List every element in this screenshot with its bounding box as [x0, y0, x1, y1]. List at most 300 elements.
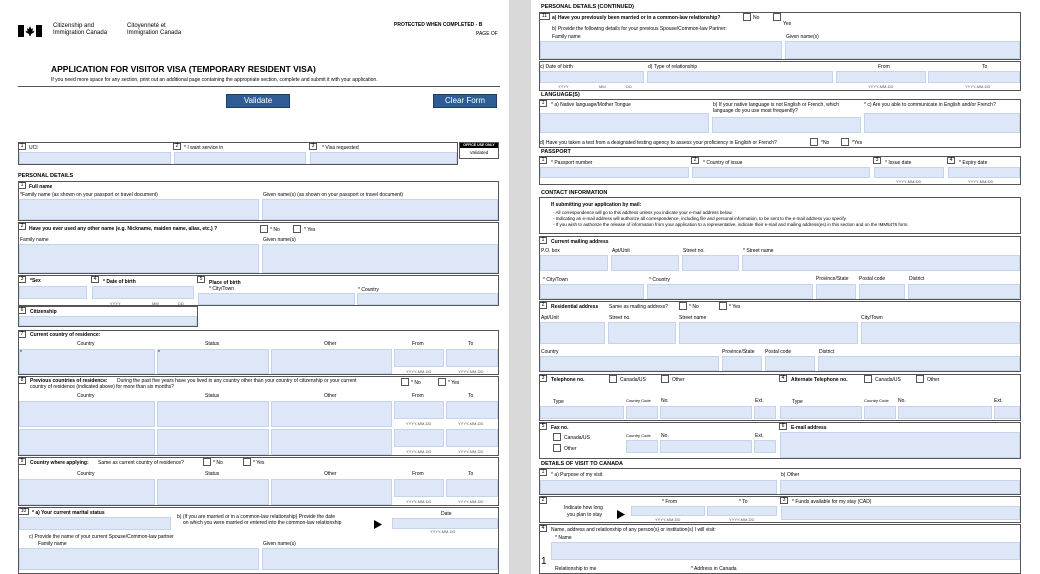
res-province-field[interactable]: [722, 356, 762, 371]
visa-select[interactable]: [310, 152, 457, 164]
date-format-hint: MM: [599, 84, 606, 89]
sex-select[interactable]: [19, 286, 87, 299]
page-of-label: PAGE OF: [476, 31, 498, 37]
item-number: 1: [539, 100, 547, 107]
field-label: To: [982, 64, 988, 70]
citizenship-field[interactable]: [19, 316, 197, 326]
form-page-1: [0, 0, 509, 574]
field-label: P.O. box: [541, 248, 560, 254]
personal-continued-heading: PERSONAL DETAILS (CONTINUED): [541, 4, 634, 10]
field-label: Country Code: [864, 398, 889, 403]
alt-tel-country-code-field[interactable]: [864, 406, 896, 419]
date-format-hint: YYYY-MM-DD: [655, 517, 681, 522]
passport-number-field[interactable]: [540, 167, 689, 178]
applying-status-field[interactable]: [157, 479, 269, 505]
field-label: Ext.: [755, 433, 764, 439]
tel-country-code-field[interactable]: [626, 406, 658, 419]
date-format-hint: YYYY-MM-DD: [458, 449, 484, 454]
field-label: * Country of issue: [703, 160, 743, 166]
field-label: Other: [324, 471, 337, 477]
family-name-field[interactable]: [19, 199, 259, 220]
visit-purpose-select[interactable]: [540, 480, 777, 494]
field-label: Apt/Unit: [612, 248, 630, 254]
visit-person-name-field[interactable]: [551, 542, 1020, 560]
field-label: - If you wish to authorize the release of information from your application to a representative, indicate their e-mail and mailing address(es) in this section and on the IMM5476 form.: [553, 222, 909, 227]
other-name-yes-label: * Yes: [304, 227, 316, 233]
date-format-hint: YYYY-MM-DD: [458, 421, 484, 426]
applying-from-field[interactable]: [394, 479, 444, 497]
current-from-field[interactable]: [394, 349, 444, 367]
item-number: 2: [691, 157, 699, 164]
prev-spouse-given-field[interactable]: [785, 41, 1020, 59]
field-label: Country: [77, 341, 95, 347]
mail-country-select[interactable]: [647, 284, 813, 299]
field-label: City/Town: [861, 315, 883, 321]
field-label: Postal code: [765, 349, 792, 355]
field-label: * Passport number: [551, 160, 593, 166]
mail-city-field[interactable]: [540, 284, 644, 299]
family-name-label: *Family name (as shown on your passport or travel document): [20, 192, 158, 198]
prev-countries-label: Previous countries of residence:: [30, 378, 108, 384]
field-label: No.: [661, 398, 669, 404]
test-yes-checkbox[interactable]: [841, 138, 849, 146]
communicate-label: * c) Are you able to communicate in English and/or French?: [864, 102, 996, 108]
field-label: District: [909, 276, 925, 282]
date-format-hint: YYYY: [110, 301, 121, 306]
visit-other-field[interactable]: [780, 480, 1020, 494]
email-field[interactable]: [780, 432, 1020, 458]
prev-countries-yes-checkbox[interactable]: [438, 378, 446, 386]
issue-date-field[interactable]: [874, 167, 944, 178]
country-issue-select[interactable]: [692, 167, 870, 178]
arrow-right-icon: [374, 516, 382, 525]
field-label: Street name: [679, 315, 707, 321]
res-apt-field[interactable]: [540, 322, 605, 344]
other-family-name-field[interactable]: [19, 244, 259, 273]
field-label: Canada/US: [620, 377, 646, 383]
field-label: * Funds available for my stay (CAD): [792, 499, 872, 505]
field-label: To: [468, 471, 474, 477]
field-label: *No: [821, 140, 830, 146]
field-label: Apt/Unit: [541, 315, 559, 321]
field-label: * Country: [649, 277, 670, 283]
freq-lang-field[interactable]: [712, 117, 861, 133]
pob-country-label: * Country: [358, 287, 379, 293]
prev-other-2-field[interactable]: [271, 429, 392, 455]
date-format-hint: YYYY-MM-DD: [406, 421, 432, 426]
person-row-number: 1: [541, 556, 547, 567]
other-name-no-checkbox[interactable]: [260, 225, 268, 233]
prev-married-yes-checkbox[interactable]: [773, 13, 781, 21]
prev-from-2-field[interactable]: [394, 429, 444, 447]
applying-no-checkbox[interactable]: [203, 458, 211, 466]
prev-married-label: a) Have you previously been married or in a common-law relationship?: [552, 15, 721, 21]
given-name-field[interactable]: [262, 199, 498, 220]
alt-tel-other-checkbox[interactable]: [916, 375, 924, 383]
fax-number-field[interactable]: [660, 440, 752, 453]
tel-ext-field[interactable]: [754, 406, 776, 419]
persons-label: Name, address and relationship of any person(s) or institution(s) I will visit:: [551, 527, 716, 533]
applying-other-field[interactable]: [271, 479, 392, 505]
fax-other-checkbox[interactable]: [553, 444, 561, 452]
passport-heading: PASSPORT: [541, 149, 571, 155]
pob-label: Place of birth: [209, 280, 241, 286]
prev-to-1-field[interactable]: [446, 401, 498, 419]
uci-label: UCI: [29, 145, 38, 151]
native-lang-field[interactable]: [540, 113, 709, 133]
tel-type-select[interactable]: [540, 406, 624, 419]
field-label: Street no.: [609, 315, 631, 321]
field-label: Other: [324, 393, 337, 399]
field-label: Canada/US: [564, 435, 590, 441]
field-label: * Yes: [448, 380, 460, 386]
dept-fr-line2: Immigration Canada: [127, 30, 182, 36]
alt-tel-type-select[interactable]: [780, 406, 862, 419]
item-number: 11: [539, 13, 550, 20]
res-street-name-field[interactable]: [679, 322, 858, 344]
citizenship-label: Citizenship: [30, 309, 57, 315]
field-label: To: [468, 341, 474, 347]
field-label: * Issue date: [885, 160, 912, 166]
prev-dob-label: c) Date of birth: [540, 64, 573, 70]
divider: [18, 86, 500, 87]
validate-button[interactable]: Validate: [226, 94, 290, 108]
mail-street-no-field[interactable]: [682, 255, 739, 271]
fax-label: Fax no.: [551, 425, 569, 431]
fax-canada-checkbox[interactable]: [553, 433, 561, 441]
tel-canada-checkbox[interactable]: [609, 375, 617, 383]
prev-countries-no-checkbox[interactable]: [401, 378, 409, 386]
item-number: 1: [18, 143, 26, 150]
tel-other-checkbox[interactable]: [661, 375, 669, 383]
field-label: * To: [739, 499, 748, 505]
mail-pobox-field[interactable]: [540, 255, 608, 271]
field-label: From: [412, 393, 424, 399]
field-label: Canada/US: [875, 377, 901, 383]
field-label: No: [753, 15, 760, 21]
marital-date-desc: b) (If you are married or in a common-law relationship) Provide the date: [177, 514, 336, 520]
applying-country-field[interactable]: [19, 479, 155, 505]
other-given-name-label: Given name(s): [263, 237, 296, 243]
field-label: * Address in Canada: [691, 566, 737, 572]
item-number: 3: [309, 143, 317, 150]
service-select[interactable]: [174, 152, 306, 164]
country-applying-label: Country where applying:: [30, 460, 89, 466]
fax-country-code-field[interactable]: [626, 440, 658, 453]
field-label: - Indicating an e-mail address will authorize all correspondence, including file and personal information, to be sent to the e-mail address you specify: [553, 216, 846, 221]
protected-label: PROTECTED WHEN COMPLETED - B: [394, 22, 483, 28]
date-format-hint: YYYY-MM-DD: [406, 499, 432, 504]
validated-label: Validated: [469, 150, 489, 155]
date-format-hint: YYYY-MM-DD: [406, 449, 432, 454]
field-label: * Yes: [253, 460, 265, 466]
form-subtitle: If you need more space for any section, print out an additional page containing the appropriate section, complete and submit it with your application.: [51, 77, 378, 83]
item-number: 2: [173, 143, 181, 150]
date-format-hint: YYYY-MM-DD: [896, 179, 922, 184]
current-status-field[interactable]: [157, 349, 269, 374]
field-label: Province/State: [722, 349, 755, 355]
alt-tel-ext-field[interactable]: [994, 406, 1020, 419]
item-number: 4: [539, 525, 547, 532]
res-district-field[interactable]: [818, 356, 1020, 371]
field-label: * Yes: [729, 304, 741, 310]
field-label: Postal code: [859, 276, 886, 282]
field-label: Given name(s): [786, 34, 819, 40]
field-label: Same as mailing address?: [609, 304, 668, 310]
item-number: 6: [779, 423, 787, 430]
item-number: 1: [539, 469, 547, 476]
sex-label: *Sex: [30, 278, 41, 284]
dob-field[interactable]: [92, 286, 194, 299]
dob-label: * Date of birth: [103, 279, 136, 285]
provide-details-label: b) Provide the following details for your previous Spouse/Common-law Partner:: [552, 26, 727, 32]
field-label: Country: [541, 349, 559, 355]
stay-from-field[interactable]: [631, 506, 705, 516]
current-to-field[interactable]: [446, 349, 498, 367]
field-label: Ext.: [994, 398, 1003, 404]
item-number: 3: [780, 497, 788, 504]
other-family-name-label: Family name: [20, 237, 49, 243]
date-format-hint: YYYY-MM-DD: [868, 84, 894, 89]
field-label: Relationship to me: [555, 566, 597, 572]
prev-to-2-field[interactable]: [446, 429, 498, 447]
residential-yes-checkbox[interactable]: [719, 302, 727, 310]
item-number: 1: [539, 237, 547, 244]
field-label: - All correspondence will go to this address unless you indicate your e-mail address below.: [553, 210, 733, 215]
date-format-hint: YYYY-MM-DD: [968, 179, 994, 184]
field-label: * No: [689, 304, 699, 310]
field-label: * No: [213, 460, 223, 466]
marital-date-field[interactable]: [392, 518, 498, 529]
field-label: * Name: [555, 535, 572, 541]
item-number: 1: [539, 157, 547, 164]
mail-district-field[interactable]: [908, 284, 1020, 299]
pob-country-field[interactable]: [357, 293, 498, 305]
pob-city-field[interactable]: [198, 293, 355, 305]
dept-fr-line1: Citoyenneté et: [127, 23, 166, 29]
test-label: d) Have you taken a test from a designated testing agency to assess your proficiency in English or French?: [540, 140, 777, 146]
prev-from-1-field[interactable]: [394, 401, 444, 419]
field-label: From: [878, 64, 890, 70]
office-use-label: OFFICE USE ONLY: [460, 143, 498, 148]
current-country-field[interactable]: [19, 349, 155, 374]
item-number: 4: [779, 375, 787, 382]
field-label: Other: [324, 341, 337, 347]
item-number: 9: [18, 458, 26, 465]
mail-province-field[interactable]: [816, 284, 856, 299]
field-label: * From: [662, 499, 677, 505]
item-number: 4: [91, 276, 99, 283]
field-label: Country: [77, 393, 95, 399]
prev-countries-desc: During the past five years have you lived in any country other than your country of citizenship or your current: [117, 378, 357, 384]
current-other-field[interactable]: [271, 349, 392, 374]
spouse-family-name-field[interactable]: [19, 548, 259, 570]
field-label: Family name: [552, 34, 581, 40]
item-number: 3: [539, 375, 547, 382]
type-rel-label: d) Type of relationship: [648, 64, 698, 70]
marital-status-select[interactable]: [19, 517, 171, 530]
pob-city-label: * City/Town: [209, 286, 235, 292]
dept-en-line1: Citizenship and: [53, 23, 95, 29]
prev-status-1-field[interactable]: [157, 401, 269, 427]
spouse-given-name-field[interactable]: [262, 548, 498, 570]
item-number: 3: [18, 276, 26, 283]
field-label: To: [468, 393, 474, 399]
prev-married-no-checkbox[interactable]: [743, 13, 751, 21]
other-name-yes-checkbox[interactable]: [293, 225, 301, 233]
visit-heading: DETAILS OF VISIT TO CANADA: [541, 461, 623, 467]
tel-number-field[interactable]: [660, 406, 752, 419]
applying-yes-checkbox[interactable]: [243, 458, 251, 466]
field-label: From: [412, 471, 424, 477]
res-postal-field[interactable]: [765, 356, 815, 371]
field-label: Other: [672, 377, 685, 383]
other-name-question: Have you ever used any other name (e.g. Nickname, maiden name, alias, etc.) ?: [29, 226, 218, 232]
alt-tel-canada-checkbox[interactable]: [864, 375, 872, 383]
test-no-checkbox[interactable]: [810, 138, 818, 146]
given-name-label: Given name(s) (as shown on your passport or travel document): [263, 192, 404, 198]
mail-postal-field[interactable]: [859, 284, 905, 299]
stay-to-field[interactable]: [707, 506, 777, 516]
item-number: 2: [539, 497, 547, 504]
mail-apt-field[interactable]: [611, 255, 679, 271]
field-label: Street no.: [683, 248, 705, 254]
field-label: Status: [205, 341, 220, 347]
dept-en-line2: Immigration Canada: [53, 30, 108, 36]
expiry-date-field[interactable]: [948, 167, 1020, 178]
prev-spouse-family-field[interactable]: [540, 41, 782, 59]
res-city-field[interactable]: [861, 322, 1020, 344]
field-label: Given name(s): [263, 541, 296, 547]
date-format-hint: YYYY-MM-DD: [729, 517, 755, 522]
field-label: Type: [553, 399, 564, 405]
arrow-right-icon: [617, 506, 625, 515]
residential-no-checkbox[interactable]: [679, 302, 687, 310]
mailing-address-label: Current mailing address: [551, 239, 609, 245]
canada-flag-icon: [18, 24, 42, 36]
item-number: 5: [197, 276, 205, 283]
type-rel-select[interactable]: [647, 71, 833, 83]
field-label: you plan to stay: [567, 512, 603, 518]
field-label: Other: [927, 377, 940, 383]
prev-to-field[interactable]: [928, 71, 1020, 83]
field-label: language do you use most frequently?: [713, 108, 798, 114]
item-number: 4: [947, 157, 955, 164]
field-label: * City/Town: [543, 277, 569, 283]
marital-date-label: Date: [441, 511, 452, 517]
field-label: * a) Purpose of my visit: [551, 472, 603, 478]
service-label: * I want service in: [184, 145, 224, 151]
date-format-hint: YYYY-MM-DD: [458, 369, 484, 374]
date-format-hint: YYYY-MM-DD: [406, 369, 432, 374]
date-format-hint: DD: [178, 301, 184, 306]
field-label: b) Other: [781, 472, 800, 478]
fax-ext-field[interactable]: [754, 440, 776, 453]
field-label: Country: [77, 471, 95, 477]
field-label: Status: [205, 393, 220, 399]
item-number: 7: [18, 331, 26, 338]
communicate-select[interactable]: [864, 113, 1020, 133]
prev-from-field[interactable]: [836, 71, 926, 83]
freq-lang-label: b) If your native language is not English or French, which: [713, 102, 839, 108]
alt-tel-number-field[interactable]: [898, 406, 992, 419]
email-label: E-mail address: [791, 425, 827, 431]
current-country-label: Current country of residence:: [30, 332, 101, 338]
item-number: 2: [18, 223, 26, 230]
field-label: District: [819, 349, 835, 355]
item-number: 8: [18, 377, 26, 384]
marital-status-label: * a) Your current marital status: [32, 510, 105, 516]
field-label: Province/State: [816, 276, 849, 282]
field-label: Indicate how long: [564, 505, 603, 511]
full-name-label: Full name: [29, 184, 53, 190]
date-format-hint: YYYY: [558, 84, 569, 89]
prev-status-2-field[interactable]: [157, 429, 269, 455]
prev-country-2-field[interactable]: [19, 429, 155, 455]
prev-countries-desc2: country of residence (indicated above) for more than six months?: [30, 384, 174, 390]
clear-form-button[interactable]: Clear Form: [433, 94, 497, 108]
native-lang-label: * a) Native language/Mother Tongue: [551, 102, 631, 108]
field-label: Family name: [38, 541, 67, 547]
form-page-2: [531, 0, 1040, 574]
field-label: *Yes: [852, 140, 863, 146]
field-label: Type: [792, 399, 803, 405]
visa-label: * Visa requested: [322, 145, 359, 151]
field-label: *: [158, 350, 160, 356]
item-number: 1: [18, 182, 26, 189]
prev-other-1-field[interactable]: [271, 401, 392, 427]
other-name-no-label: * No: [270, 227, 280, 233]
res-street-no-field[interactable]: [608, 322, 676, 344]
uci-field[interactable]: [19, 152, 171, 164]
item-number: 2: [539, 302, 547, 309]
date-format-hint: YYYY-MM-DD: [458, 499, 484, 504]
funds-field[interactable]: [781, 506, 1020, 520]
res-country-select[interactable]: [540, 356, 719, 371]
prev-spouse-dob-field[interactable]: [540, 71, 644, 83]
personal-details-heading: PERSONAL DETAILS: [18, 173, 74, 179]
field-label: Yes: [783, 21, 792, 27]
date-format-hint: YYYY-MM-DD: [965, 84, 991, 89]
languages-heading: LANGUAGE(S): [541, 92, 580, 98]
field-label: Status: [205, 471, 220, 477]
marital-date-desc2: on which you were married or entered into the common-law relationship: [183, 520, 342, 526]
mail-street-name-field[interactable]: [742, 255, 1020, 271]
applying-to-field[interactable]: [446, 479, 498, 497]
alt-tel-label: Alternate Telephone no.: [791, 377, 848, 383]
field-label: No.: [661, 433, 669, 439]
item-number: 5: [539, 423, 547, 430]
same-as-current-label: Same as current country of residence?: [98, 460, 184, 466]
field-label: *: [20, 350, 22, 356]
other-given-name-field[interactable]: [262, 244, 498, 273]
item-number: 10: [18, 508, 29, 515]
field-label: * Street name: [743, 248, 774, 254]
item-number: 3: [873, 157, 881, 164]
field-label: From: [412, 341, 424, 347]
prev-country-1-field[interactable]: [19, 401, 155, 427]
field-label: Other: [564, 446, 577, 452]
field-label: Country Code: [626, 433, 651, 438]
contact-heading: CONTACT INFORMATION: [541, 190, 608, 196]
field-label: Country Code: [626, 398, 651, 403]
telephone-label: Telephone no.: [551, 377, 585, 383]
mail-heading: If submitting your application by mail:: [551, 202, 642, 208]
field-label: * No: [411, 380, 421, 386]
field-label: No.: [898, 398, 906, 404]
field-label: * Expiry date: [959, 160, 988, 166]
date-format-hint: MM: [152, 301, 159, 306]
